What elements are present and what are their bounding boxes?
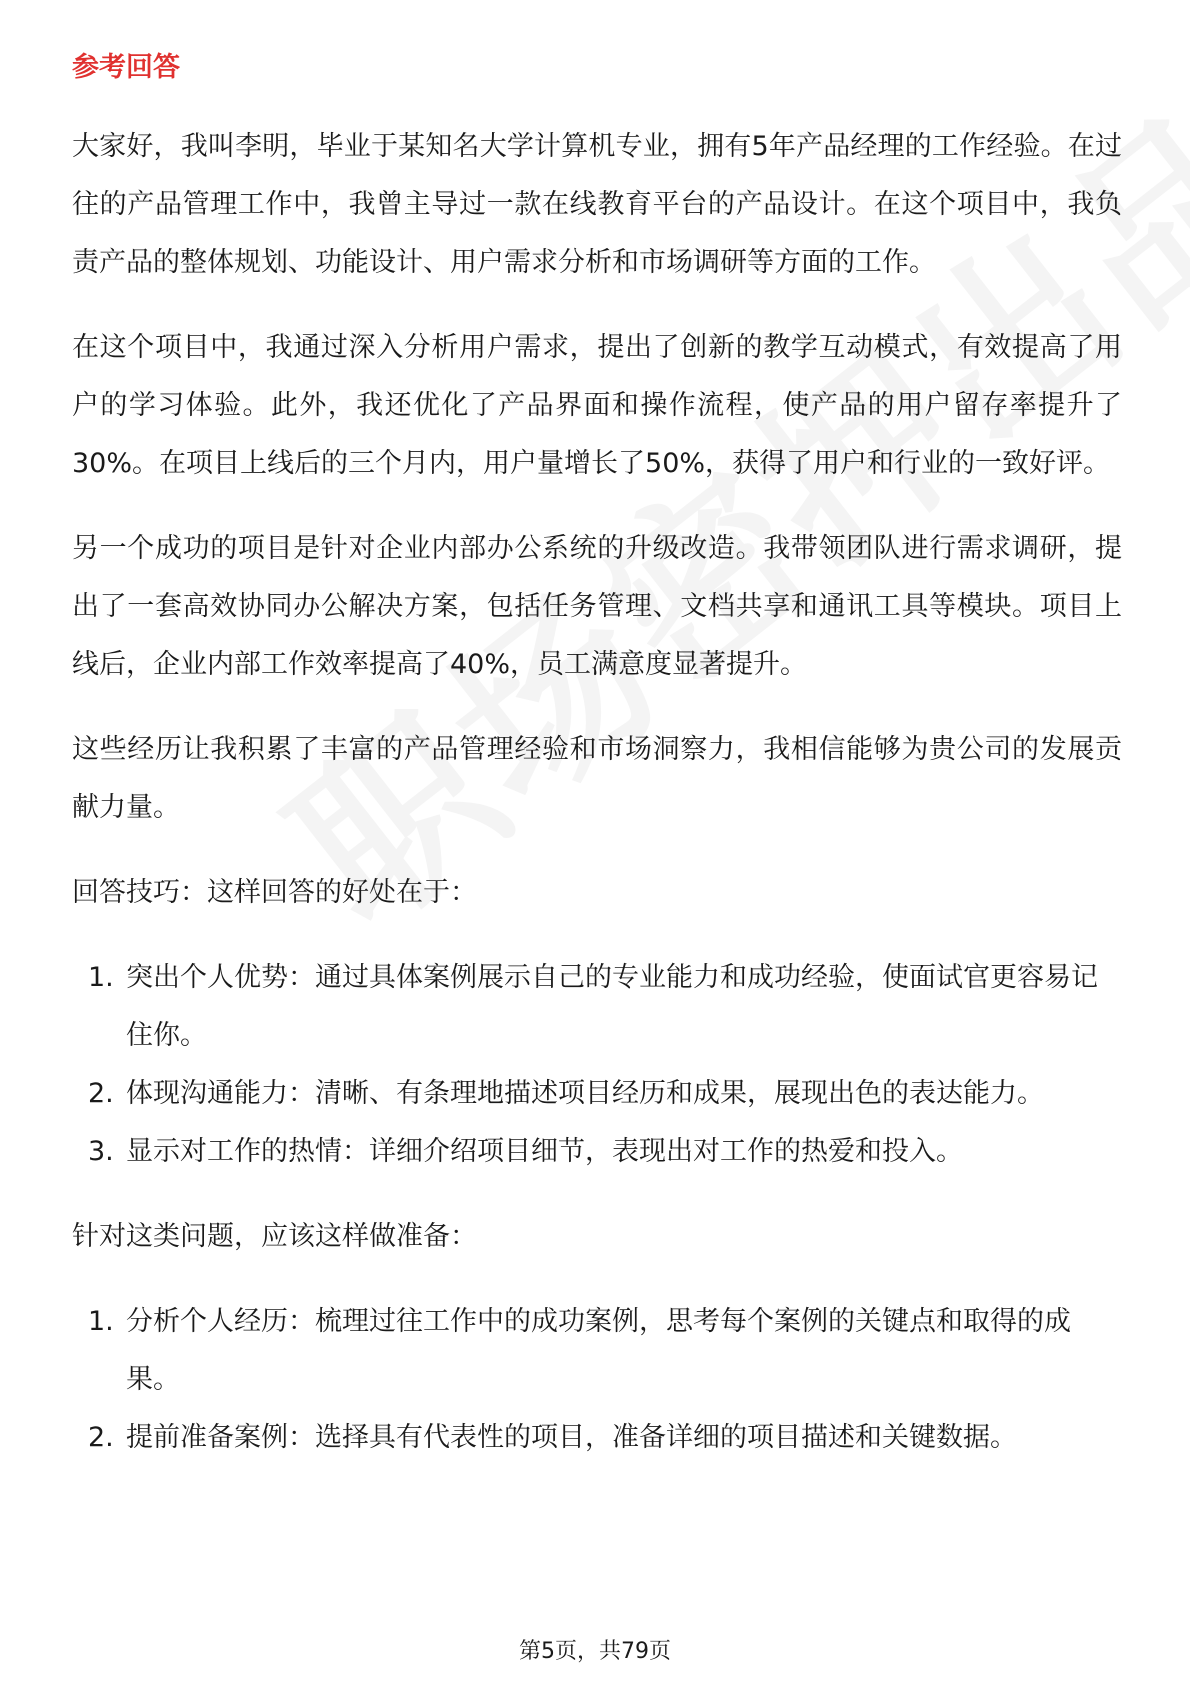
page-content <box>72 48 1122 1494</box>
list-number: 2. <box>88 1078 114 1109</box>
list-number: 3. <box>88 1136 114 1167</box>
list-number: 2. <box>88 1422 114 1453</box>
page-footer: 第5页，共79页 <box>519 1639 671 1664</box>
list-item-text: 分析个人经历：梳理过往工作中的成功案例，思考每个案例的关键点和取得的成果。 <box>126 1306 1071 1395</box>
list-item-text: 体现沟通能力：清晰、有条理地描述项目经历和成果，展现出色的表达能力。 <box>126 1078 1044 1109</box>
paragraph-intro: 大家好，我叫李明，毕业于某知名大学计算机专业，拥有5年产品经理的工作经验。在过往的产品管理工作中，我曾主导过一款在线教育平台的产品设计。在这个项目中，我负责产品的整体规划、功能设计、用户需求分析和市场调研等方面的工作。 <box>72 131 1122 278</box>
list-item <box>72 1409 1122 1467</box>
paragraph-project-two: 另一个成功的项目是针对企业内部办公系统的升级改造。我带领团队进行需求调研，提出了一套高效协同办公解决方案，包括任务管理、文档共享和通讯工具等模块。项目上线后，企业内部工作效率提高了40%，员工满意度显著提升。 <box>72 533 1122 680</box>
tips-heading: 回答技巧：这样回答的好处在于： <box>72 877 477 908</box>
paragraph-project-one: 在这个项目中，我通过深入分析用户需求，提出了创新的教学互动模式，有效提高了用户的学习体验。此外，我还优化了产品界面和操作流程，使产品的用户留存率提升了30%。在项目上线后的三个月内，用户量增长了50%，获得了用户和行业的一致好评。 <box>72 332 1122 479</box>
prep-heading: 针对这类问题，应该这样做准备： <box>72 1221 477 1252</box>
list-number: 1. <box>88 1306 114 1337</box>
list-item <box>72 1293 1122 1409</box>
list-item-text: 显示对工作的热情：详细介绍项目细节，表现出对工作的热爱和投入。 <box>126 1136 963 1167</box>
list-item <box>72 1123 1122 1181</box>
list-item-text: 提前准备案例：选择具有代表性的项目，准备详细的项目描述和关键数据。 <box>126 1422 1017 1453</box>
list-item <box>72 1065 1122 1123</box>
list-number: 1. <box>88 962 114 993</box>
section-title: 参考回答 <box>72 52 180 83</box>
prep-list <box>72 1293 1122 1467</box>
list-item-text: 突出个人优势：通过具体案例展示自己的专业能力和成功经验，使面试官更容易记住你。 <box>126 962 1098 1051</box>
paragraph-conclusion: 这些经历让我积累了丰富的产品管理经验和市场洞察力，我相信能够为贵公司的发展贡献力量。 <box>72 734 1122 823</box>
list-item <box>72 949 1122 1065</box>
tips-list <box>72 949 1122 1181</box>
